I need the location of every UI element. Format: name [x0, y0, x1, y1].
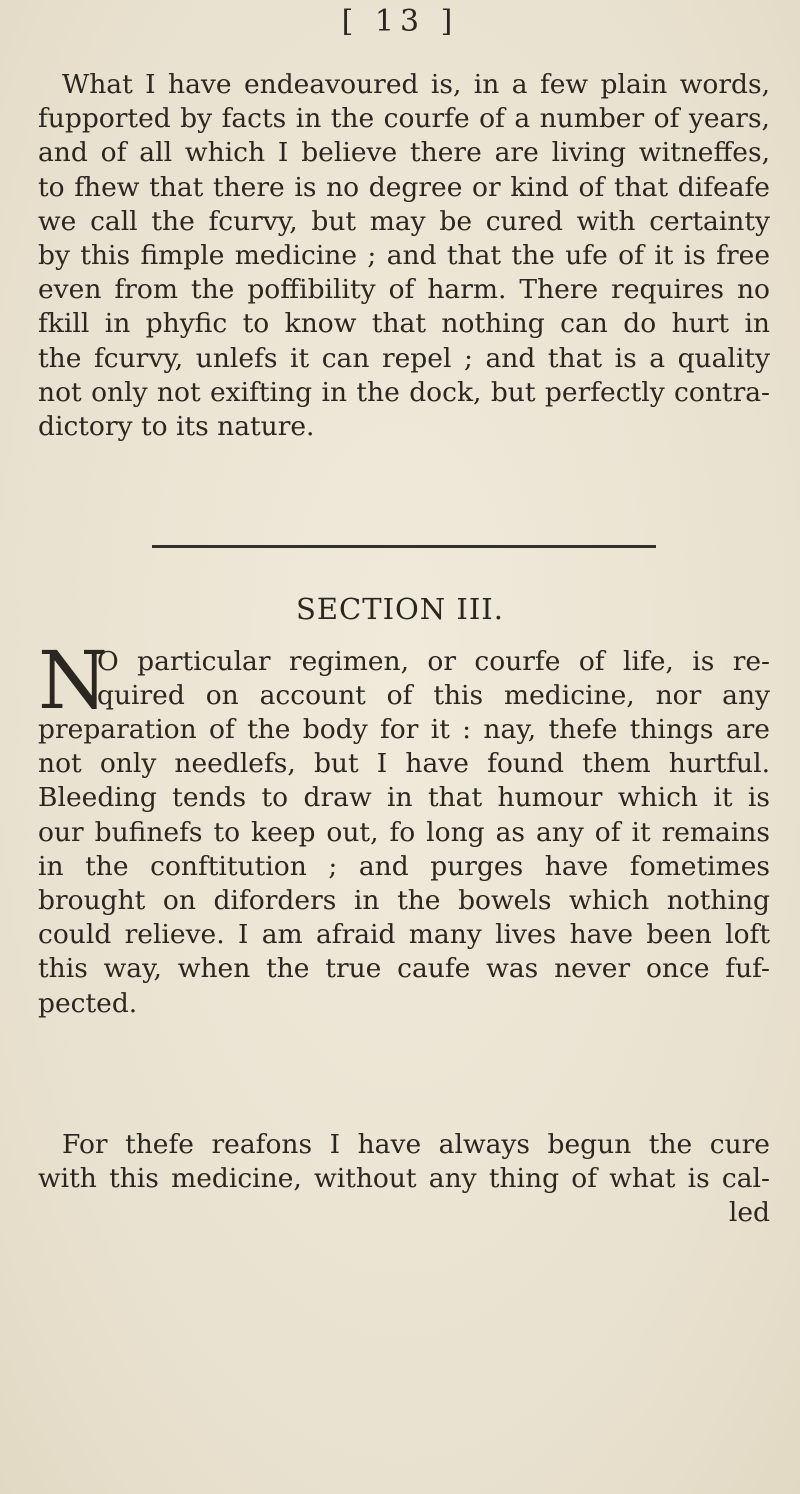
text-line: Bleeding tends to draw in that humour which it is [38, 782, 770, 814]
text-line: pected. [38, 987, 138, 1019]
drop-cap: N [38, 634, 108, 727]
text-line: our bufinefs to keep out, fo long as any of it remains [38, 816, 770, 848]
paragraph-2 [38, 713, 770, 1021]
text-line: could relieve. I am afraid many lives have been loft [38, 919, 770, 951]
text-line: to fhew that there is no degree or kind of that difeafe [38, 171, 770, 203]
text-line: O particular regimen, or courfe of life, is re- [97, 646, 770, 677]
text-line: by this fimple medicine ; and that the ufe of it is free [38, 240, 770, 272]
text-line: fupported by facts in the courfe of a number of years, [38, 103, 770, 135]
text-line: even from the poffibility of harm. There requires no [38, 274, 770, 306]
section-divider-rule [152, 545, 656, 548]
text-line: fkill in phyfic to know that nothing can do hurt in [38, 308, 770, 340]
text-line: and of all which I believe there are living witneffes, [38, 137, 770, 169]
text-line: not only needlefs, but I have found them hurtful. [38, 748, 770, 780]
text-line: brought on diforders in the bowels which nothing [38, 885, 770, 917]
paragraph-3 [38, 1128, 770, 1231]
text-line: we call the fcurvy, but may be cured with certainty [38, 205, 770, 237]
text-line: quired on account of this medicine, nor any [97, 680, 770, 712]
text-line: in the conftitution ; and purges have fometimes [38, 850, 770, 882]
text-line: preparation of the body for it : nay, thefe things are [38, 714, 770, 745]
text-line: with this medicine, without any thing of what is cal- [38, 1163, 770, 1195]
section-heading: SECTION III. [296, 592, 504, 626]
text-line: For thefe reafons I have always begun the cure [62, 1129, 770, 1160]
text-line: the fcurvy, unlefs it can repel ; and that is a quality [38, 342, 770, 374]
catchword: led [728, 1197, 770, 1229]
text-line: this way, when the true caufe was never once fuf- [38, 953, 770, 985]
text-line: not only not exifting in the dock, but perfectly contra- [38, 376, 770, 408]
text-line: dictory to its nature. [38, 411, 315, 443]
paragraph-1 [38, 68, 770, 444]
page-number-header: [ 13 ] [341, 4, 459, 39]
paragraph-2-dropcap-lines [97, 645, 770, 713]
text-line: What I have endeavoured is, in a few plain words, [62, 69, 770, 100]
